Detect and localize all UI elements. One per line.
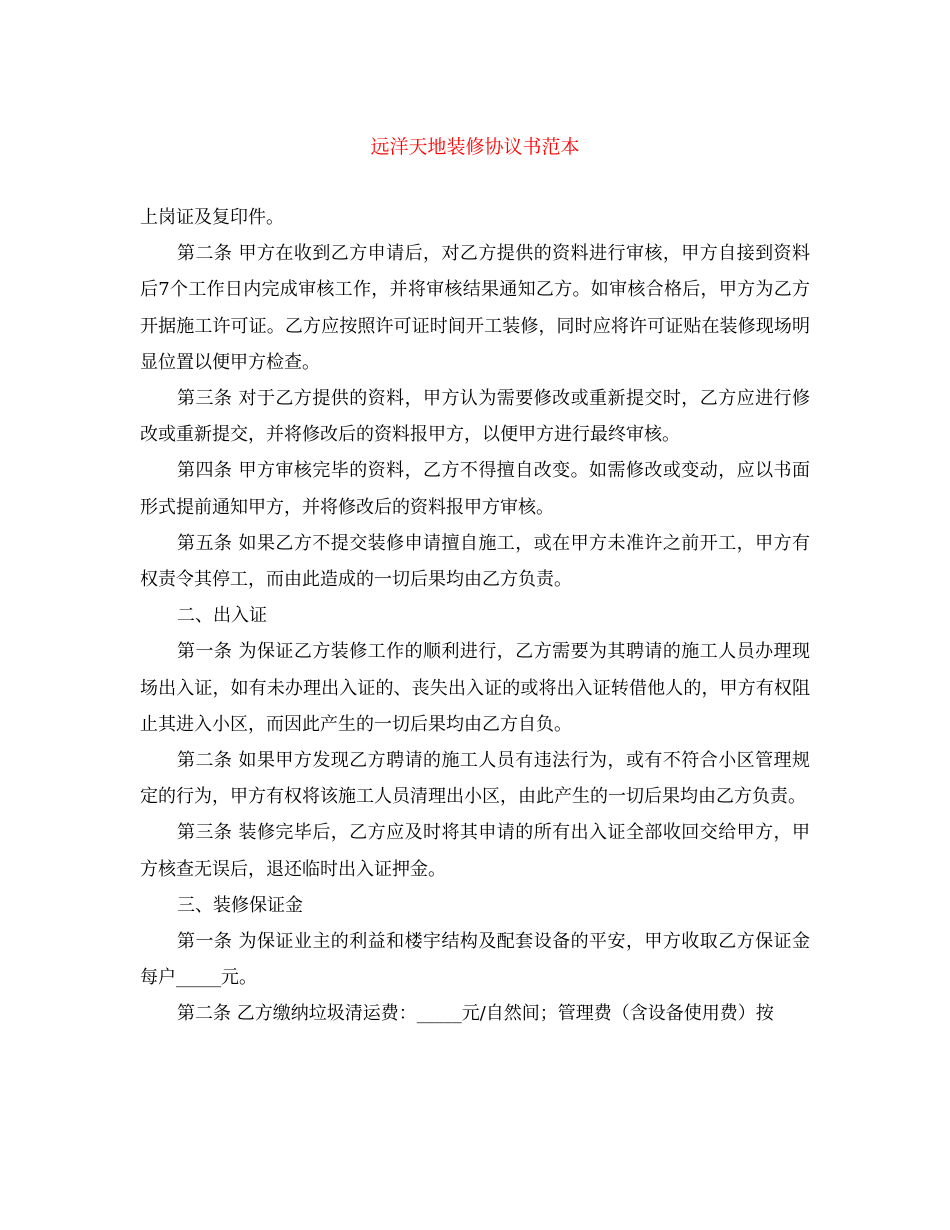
paragraph: 第二条 甲方在收到乙方申请后，对乙方提供的资料进行审核，甲方自接到资料后7个工作日内完成审核工作，并将审核结果通知乙方。如审核合格后，甲方为乙方开据施工许可证。乙方应按照许可证时间开工装修，同时应将许可证贴在装修现场明显位置以便甲方检查。: [140, 243, 810, 373]
paragraph: 第二条 如果甲方发现乙方聘请的施工人员有违法行为，或有不符合小区管理规定的行为，甲方有权将该施工人员清理出小区，由此产生的一切后果均由乙方负责。: [140, 750, 810, 808]
paragraph: 上岗证及复印件。: [140, 207, 284, 228]
paragraph: 第一条 为保证业主的利益和楼宇结构及配套设备的平安，甲方收取乙方保证金每户_____元。: [140, 931, 810, 989]
paragraph: 第二条 乙方缴纳垃圾清运费：_____元/自然间；管理费（含设备使用费）按: [177, 1003, 774, 1025]
paragraph: 第一条 为保证乙方装修工作的顺利进行，乙方需要为其聘请的施工人员办理现场出入证，如有未办理出入证的、丧失出入证的或将出入证转借他人的，甲方有权阻止其进入小区，而因此产生的一切后果均由乙方自负。: [140, 641, 810, 735]
document-body: [140, 200, 810, 1033]
paragraph: 第五条 如果乙方不提交装修申请擅自施工，或在甲方未准许之前开工，甲方有权责令其停工，而由此造成的一切后果均由乙方负责。: [140, 532, 810, 591]
paragraph: 第四条 甲方审核完毕的资料，乙方不得擅自改变。如需修改或变动，应以书面形式提前通知甲方，并将修改后的资料报甲方审核。: [140, 460, 810, 518]
section-heading: 二、出入证: [177, 605, 267, 627]
paragraph: 第三条 装修完毕后，乙方应及时将其申请的所有出入证全部收回交给甲方，甲方核查无误后，退还临时出入证押金。: [140, 822, 810, 880]
paragraph: 第三条 对于乙方提供的资料，甲方认为需要修改或重新提交时，乙方应进行修改或重新提交，并将修改后的资料报甲方，以便甲方进行最终审核。: [140, 388, 810, 446]
document-title: 远洋天地装修协议书范本: [370, 136, 580, 158]
section-heading: 三、装修保证金: [177, 894, 303, 916]
